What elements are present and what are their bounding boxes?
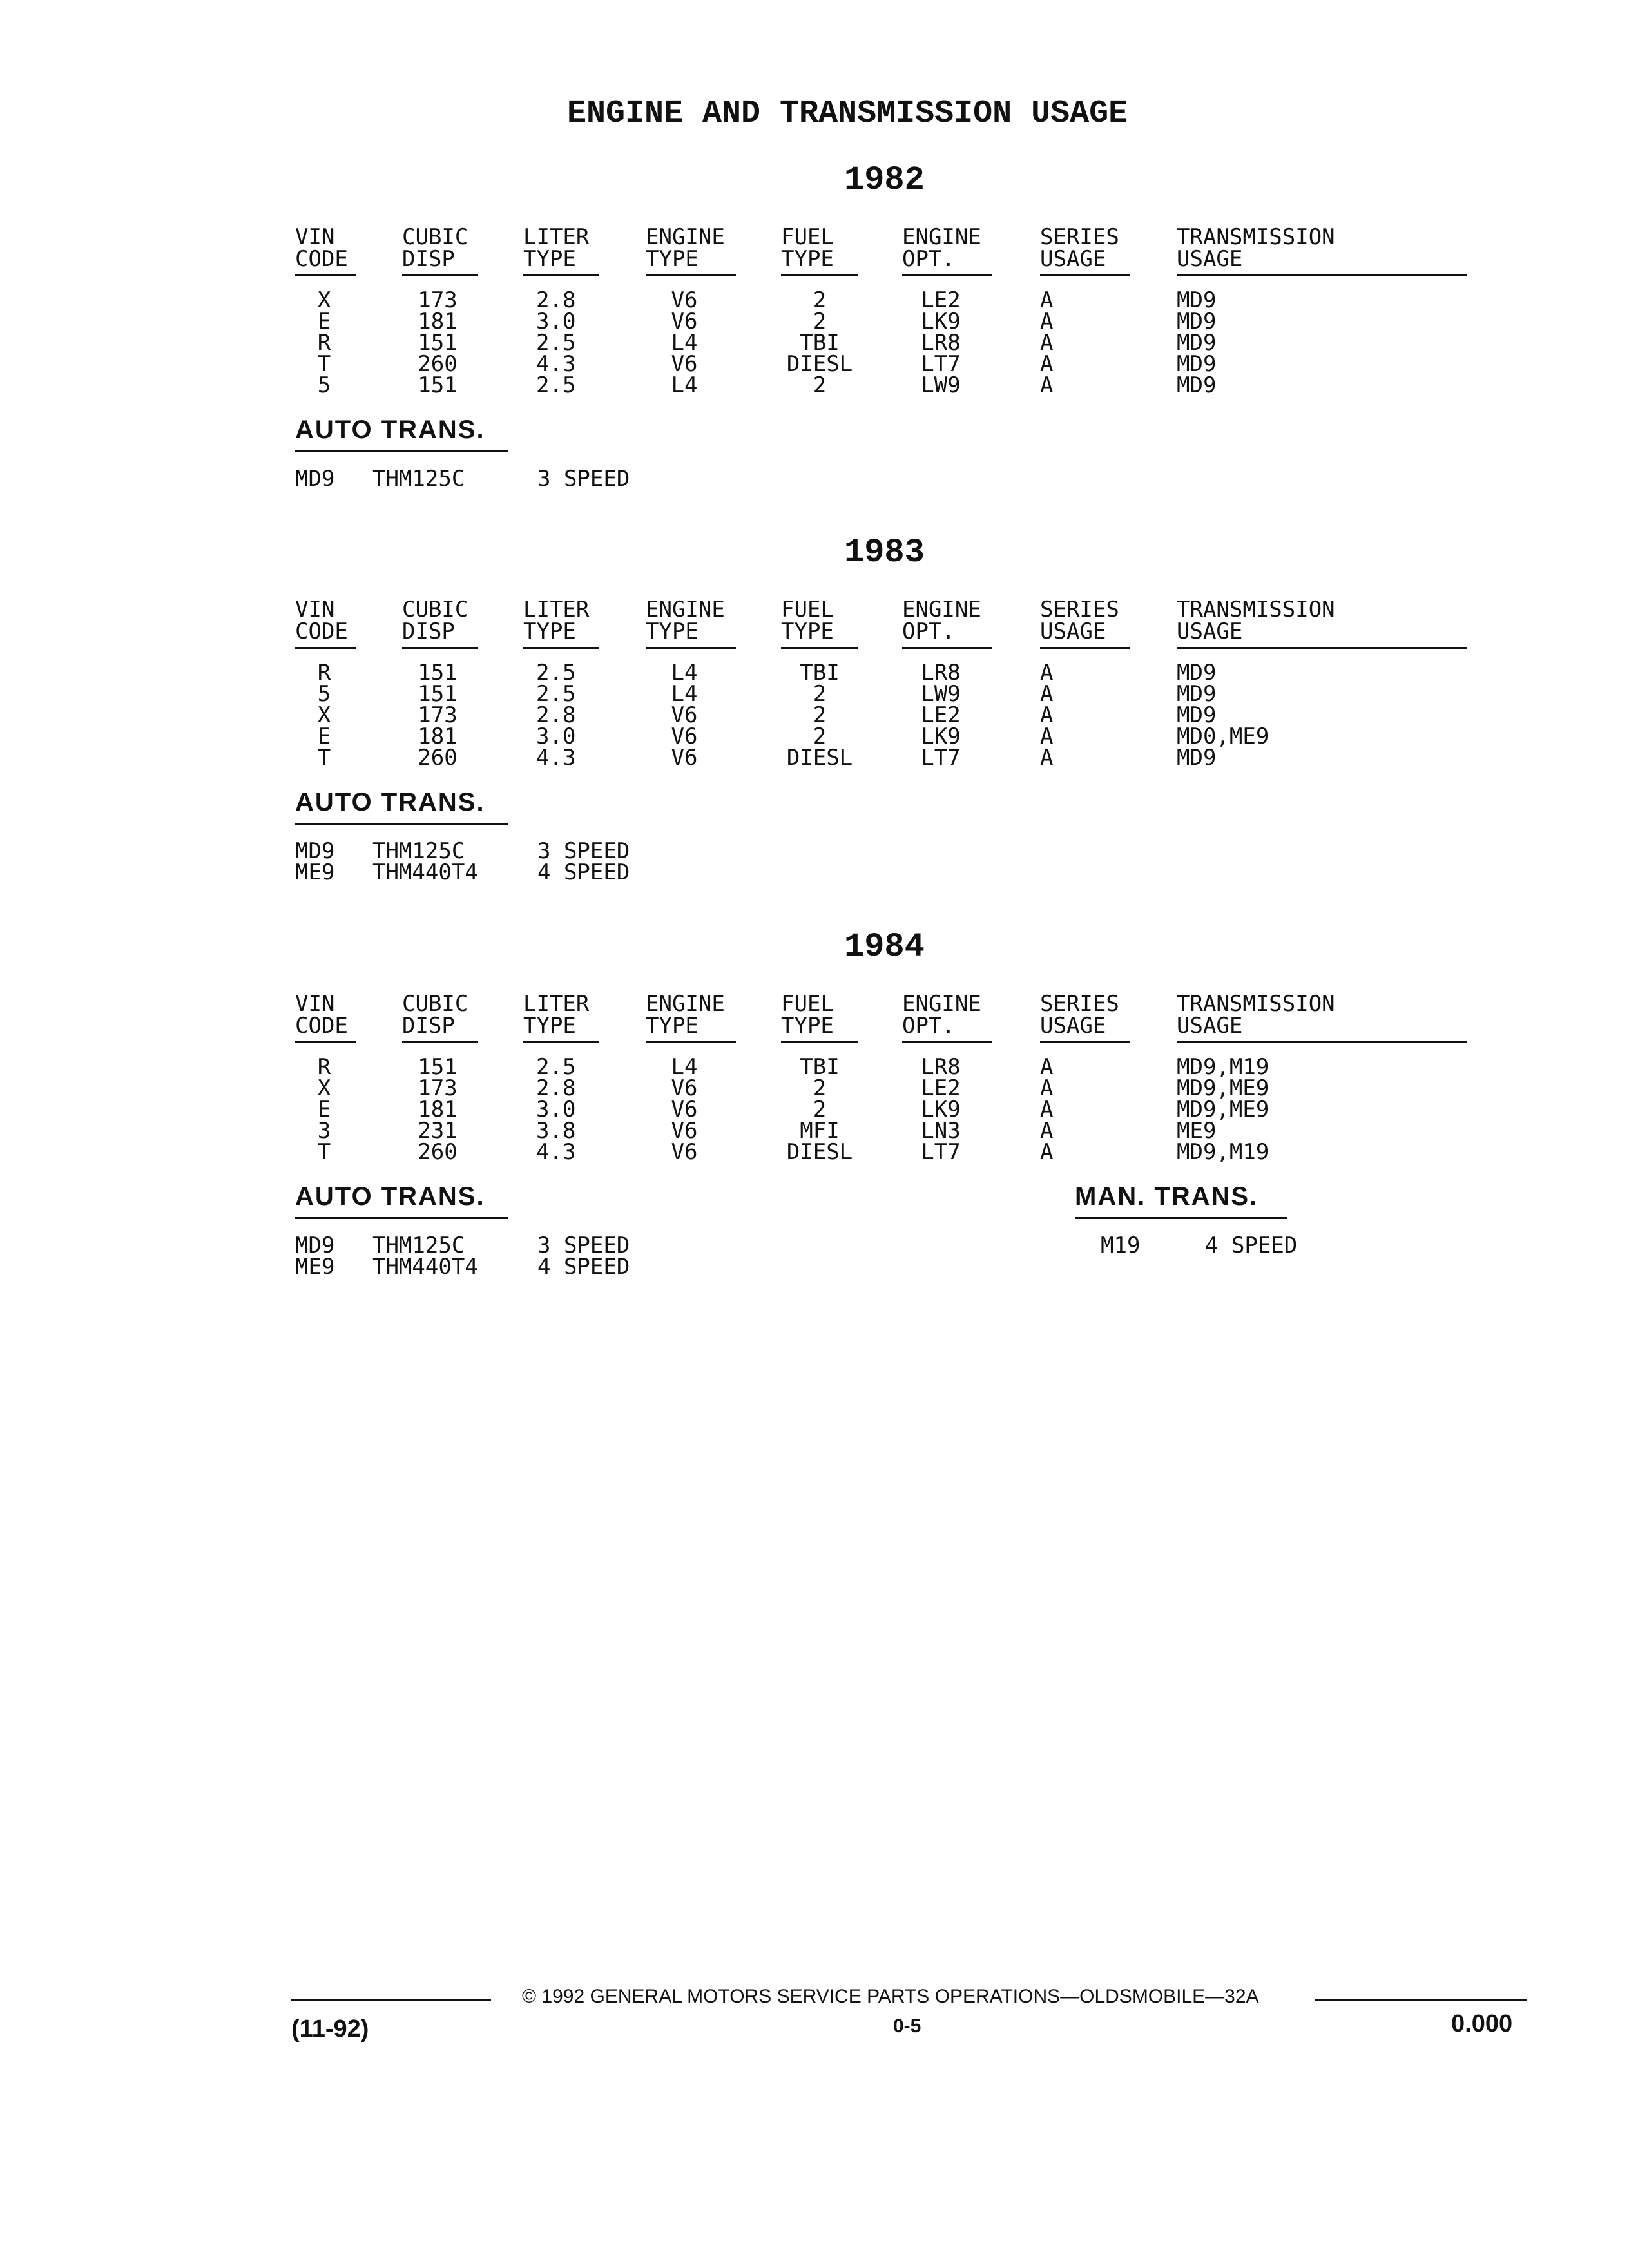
column-header-line2: TYPE	[781, 246, 834, 272]
column-header-line2: CODE	[295, 619, 348, 644]
table-cell: R	[317, 330, 331, 356]
table-cell: LR8	[921, 1054, 961, 1080]
column-header-underline	[523, 274, 599, 276]
table-cell: 260	[418, 1139, 458, 1165]
table-cell: MFI	[800, 1118, 840, 1144]
column-header-line1: TRANSMISSION	[1177, 597, 1335, 622]
table-cell: V6	[671, 745, 698, 771]
column-header-line1: ENGINE	[646, 597, 725, 622]
table-cell: V6	[671, 1075, 698, 1101]
table-cell: A	[1040, 681, 1054, 707]
table-cell: X	[317, 287, 331, 313]
column-header-line2: TYPE	[781, 1013, 834, 1039]
auto-trans-heading: AUTO TRANS.	[295, 1182, 485, 1211]
auto-trans-cell: 4 SPEED	[537, 860, 630, 885]
column-header-line2: CODE	[295, 246, 348, 272]
auto-trans-underline	[295, 823, 508, 825]
column-header-underline	[1177, 274, 1467, 276]
table-cell: L4	[671, 372, 698, 398]
table-cell: E	[317, 309, 331, 334]
table-cell: LE2	[921, 287, 961, 313]
table-cell: T	[317, 1139, 331, 1165]
table-cell: A	[1040, 702, 1054, 728]
column-header-underline	[781, 1041, 858, 1043]
table-cell: 151	[418, 330, 458, 356]
table-cell: L4	[671, 1054, 698, 1080]
column-header-line1: VIN	[295, 224, 335, 250]
footer-copyright: © 1992 GENERAL MOTORS SERVICE PARTS OPERATIONS—OLDSMOBILE—32A	[522, 1986, 1259, 2007]
column-header-underline	[402, 647, 478, 649]
column-header-underline	[646, 647, 736, 649]
column-header-line2: TYPE	[646, 619, 699, 644]
table-cell: LR8	[921, 660, 961, 686]
column-header-line1: LITER	[523, 597, 590, 622]
column-header-line2: TYPE	[646, 246, 699, 272]
table-cell: A	[1040, 309, 1054, 334]
column-header-line2: USAGE	[1177, 246, 1243, 272]
column-header-line2: TYPE	[523, 1013, 576, 1039]
table-cell: DIESL	[786, 745, 853, 771]
column-header-line1: SERIES	[1040, 991, 1119, 1017]
table-cell: MD0,ME9	[1177, 724, 1269, 749]
table-cell: E	[317, 724, 331, 749]
column-header-underline	[1177, 647, 1467, 649]
column-header-underline	[646, 1041, 736, 1043]
column-header-line2: TYPE	[646, 1013, 699, 1039]
table-cell: 4.3	[536, 745, 576, 771]
table-cell: LW9	[921, 681, 961, 707]
table-cell: MD9,ME9	[1177, 1097, 1269, 1122]
table-cell: L4	[671, 330, 698, 356]
table-cell: 5	[317, 372, 331, 398]
column-header-line1: TRANSMISSION	[1177, 991, 1335, 1017]
column-header-line2: USAGE	[1177, 619, 1243, 644]
table-cell: LK9	[921, 724, 961, 749]
column-header-line1: VIN	[295, 597, 335, 622]
table-cell: T	[317, 351, 331, 377]
table-cell: LN3	[921, 1118, 961, 1144]
table-cell: A	[1040, 351, 1054, 377]
table-cell: L4	[671, 681, 698, 707]
column-header-underline	[902, 1041, 992, 1043]
footer-date: (11-92)	[291, 2015, 369, 2042]
table-cell: 2.5	[536, 372, 576, 398]
table-cell: A	[1040, 330, 1054, 356]
table-cell: MD9	[1177, 351, 1217, 377]
table-cell: LT7	[921, 351, 961, 377]
column-header-underline	[295, 1041, 356, 1043]
column-header-line2: DISP	[402, 619, 455, 644]
section-year: 1982	[844, 161, 925, 199]
auto-trans-cell: MD9	[295, 466, 335, 492]
column-header-line1: VIN	[295, 991, 335, 1017]
table-cell: 2.5	[536, 330, 576, 356]
column-header-line1: SERIES	[1040, 597, 1119, 622]
table-cell: 2	[813, 1075, 827, 1101]
table-cell: A	[1040, 1097, 1054, 1122]
man-trans-cell: M19	[1101, 1233, 1141, 1258]
column-header-underline	[402, 274, 478, 276]
table-cell: 3	[317, 1118, 331, 1144]
table-cell: TBI	[800, 660, 840, 686]
table-cell: A	[1040, 724, 1054, 749]
column-header-underline	[295, 274, 356, 276]
column-header-underline	[523, 647, 599, 649]
table-cell: V6	[671, 1118, 698, 1144]
column-header-underline	[781, 647, 858, 649]
table-cell: 2.5	[536, 660, 576, 686]
table-cell: 3.0	[536, 1097, 576, 1122]
column-header-line2: USAGE	[1040, 1013, 1106, 1039]
column-header-underline	[1040, 1041, 1130, 1043]
column-header-underline	[781, 274, 858, 276]
column-header-line2: USAGE	[1040, 246, 1106, 272]
column-header-underline	[1177, 1041, 1467, 1043]
table-cell: 151	[418, 660, 458, 686]
table-cell: DIESL	[786, 1139, 853, 1165]
column-header-line1: FUEL	[781, 597, 834, 622]
table-cell: L4	[671, 660, 698, 686]
column-header-line1: FUEL	[781, 991, 834, 1017]
column-header-line2: USAGE	[1040, 619, 1106, 644]
table-cell: 2	[813, 287, 827, 313]
column-header-line2: OPT.	[902, 246, 955, 272]
column-header-line1: LITER	[523, 991, 590, 1017]
section-year: 1983	[844, 533, 925, 572]
table-cell: 151	[418, 1054, 458, 1080]
table-cell: 2	[813, 309, 827, 334]
table-cell: 2	[813, 372, 827, 398]
footer-rule-left	[291, 1999, 491, 2001]
table-cell: A	[1040, 287, 1054, 313]
auto-trans-underline	[295, 1217, 508, 1219]
table-cell: 4.3	[536, 351, 576, 377]
table-cell: 151	[418, 372, 458, 398]
table-cell: LW9	[921, 372, 961, 398]
table-cell: 231	[418, 1118, 458, 1144]
table-cell: 2.8	[536, 702, 576, 728]
table-cell: V6	[671, 724, 698, 749]
auto-trans-cell: 3 SPEED	[537, 838, 630, 864]
table-cell: V6	[671, 1097, 698, 1122]
column-header-underline	[1040, 647, 1130, 649]
footer-page-number: 0-5	[893, 2015, 921, 2037]
table-cell: 2	[813, 724, 827, 749]
auto-trans-cell: THM440T4	[372, 1254, 478, 1280]
table-cell: 181	[418, 1097, 458, 1122]
table-cell: MD9,M19	[1177, 1139, 1269, 1165]
table-cell: ME9	[1177, 1118, 1217, 1144]
table-cell: A	[1040, 1054, 1054, 1080]
table-cell: A	[1040, 1075, 1054, 1101]
table-cell: 260	[418, 351, 458, 377]
auto-trans-heading: AUTO TRANS.	[295, 788, 485, 816]
table-cell: 2	[813, 681, 827, 707]
table-cell: A	[1040, 1118, 1054, 1144]
table-cell: MD9	[1177, 330, 1217, 356]
auto-trans-cell: THM125C	[372, 1233, 465, 1258]
column-header-line1: SERIES	[1040, 224, 1119, 250]
column-header-underline	[646, 274, 736, 276]
auto-trans-heading: AUTO TRANS.	[295, 416, 485, 444]
table-cell: LK9	[921, 1097, 961, 1122]
table-cell: MD9	[1177, 309, 1217, 334]
section-year: 1984	[844, 928, 925, 966]
auto-trans-cell: THM125C	[372, 466, 465, 492]
column-header-underline	[402, 1041, 478, 1043]
column-header-line1: ENGINE	[646, 991, 725, 1017]
table-cell: V6	[671, 287, 698, 313]
table-cell: TBI	[800, 330, 840, 356]
table-cell: 181	[418, 309, 458, 334]
table-cell: TBI	[800, 1054, 840, 1080]
column-header-line1: ENGINE	[902, 597, 981, 622]
column-header-line2: DISP	[402, 1013, 455, 1039]
column-header-line2: CODE	[295, 1013, 348, 1039]
table-cell: A	[1040, 745, 1054, 771]
man-trans-heading: MAN. TRANS.	[1075, 1182, 1258, 1211]
table-cell: E	[317, 1097, 331, 1122]
table-cell: 2.8	[536, 1075, 576, 1101]
column-header-line2: TYPE	[781, 619, 834, 644]
column-header-underline	[902, 274, 992, 276]
table-cell: 2.8	[536, 287, 576, 313]
table-cell: LE2	[921, 1075, 961, 1101]
auto-trans-cell: THM125C	[372, 838, 465, 864]
auto-trans-cell: MD9	[295, 1233, 335, 1258]
column-header-line1: CUBIC	[402, 224, 468, 250]
table-cell: X	[317, 1075, 331, 1101]
table-cell: 3.0	[536, 309, 576, 334]
column-header-line1: ENGINE	[902, 224, 981, 250]
table-cell: 173	[418, 287, 458, 313]
auto-trans-cell: THM440T4	[372, 860, 478, 885]
column-header-line1: CUBIC	[402, 991, 468, 1017]
table-cell: 181	[418, 724, 458, 749]
table-cell: 4.3	[536, 1139, 576, 1165]
table-cell: 173	[418, 1075, 458, 1101]
table-cell: LT7	[921, 745, 961, 771]
table-cell: 2.5	[536, 1054, 576, 1080]
column-header-underline	[523, 1041, 599, 1043]
auto-trans-cell: 3 SPEED	[537, 466, 630, 492]
column-header-line2: TYPE	[523, 619, 576, 644]
column-header-underline	[902, 647, 992, 649]
table-cell: A	[1040, 372, 1054, 398]
table-cell: A	[1040, 1139, 1054, 1165]
table-cell: MD9	[1177, 745, 1217, 771]
footer-rule-right	[1315, 1999, 1527, 2001]
column-header-line2: OPT.	[902, 619, 955, 644]
table-cell: X	[317, 702, 331, 728]
table-cell: MD9,ME9	[1177, 1075, 1269, 1101]
auto-trans-cell: MD9	[295, 838, 335, 864]
table-cell: MD9,M19	[1177, 1054, 1269, 1080]
table-cell: 5	[317, 681, 331, 707]
table-cell: V6	[671, 351, 698, 377]
table-cell: V6	[671, 702, 698, 728]
auto-trans-underline	[295, 450, 508, 452]
table-cell: DIESL	[786, 351, 853, 377]
page-title: ENGINE AND TRANSMISSION USAGE	[567, 95, 1128, 132]
table-cell: V6	[671, 309, 698, 334]
column-header-line1: LITER	[523, 224, 590, 250]
table-cell: MD9	[1177, 372, 1217, 398]
table-cell: LE2	[921, 702, 961, 728]
column-header-line1: ENGINE	[902, 991, 981, 1017]
column-header-underline	[1040, 274, 1130, 276]
table-cell: LK9	[921, 309, 961, 334]
column-header-line2: TYPE	[523, 246, 576, 272]
footer-section-number: 0.000	[1451, 2010, 1513, 2037]
table-cell: R	[317, 1054, 331, 1080]
man-trans-cell: 4 SPEED	[1205, 1233, 1298, 1258]
column-header-line2: USAGE	[1177, 1013, 1243, 1039]
column-header-line1: CUBIC	[402, 597, 468, 622]
table-cell: 3.8	[536, 1118, 576, 1144]
table-cell: T	[317, 745, 331, 771]
table-cell: V6	[671, 1139, 698, 1165]
table-cell: MD9	[1177, 660, 1217, 686]
table-cell: MD9	[1177, 681, 1217, 707]
column-header-line1: TRANSMISSION	[1177, 224, 1335, 250]
table-cell: 173	[418, 702, 458, 728]
table-cell: MD9	[1177, 702, 1217, 728]
auto-trans-cell: 3 SPEED	[537, 1233, 630, 1258]
table-cell: 3.0	[536, 724, 576, 749]
table-cell: 2	[813, 702, 827, 728]
auto-trans-cell: ME9	[295, 1254, 335, 1280]
table-cell: LT7	[921, 1139, 961, 1165]
table-cell: 2	[813, 1097, 827, 1122]
table-cell: 2.5	[536, 681, 576, 707]
table-cell: 151	[418, 681, 458, 707]
table-cell: A	[1040, 660, 1054, 686]
auto-trans-cell: 4 SPEED	[537, 1254, 630, 1280]
auto-trans-cell: ME9	[295, 860, 335, 885]
column-header-underline	[295, 647, 356, 649]
column-header-line1: ENGINE	[646, 224, 725, 250]
table-cell: MD9	[1177, 287, 1217, 313]
table-cell: LR8	[921, 330, 961, 356]
table-cell: 260	[418, 745, 458, 771]
table-cell: R	[317, 660, 331, 686]
column-header-line1: FUEL	[781, 224, 834, 250]
man-trans-underline	[1075, 1217, 1287, 1219]
column-header-line2: DISP	[402, 246, 455, 272]
column-header-line2: OPT.	[902, 1013, 955, 1039]
